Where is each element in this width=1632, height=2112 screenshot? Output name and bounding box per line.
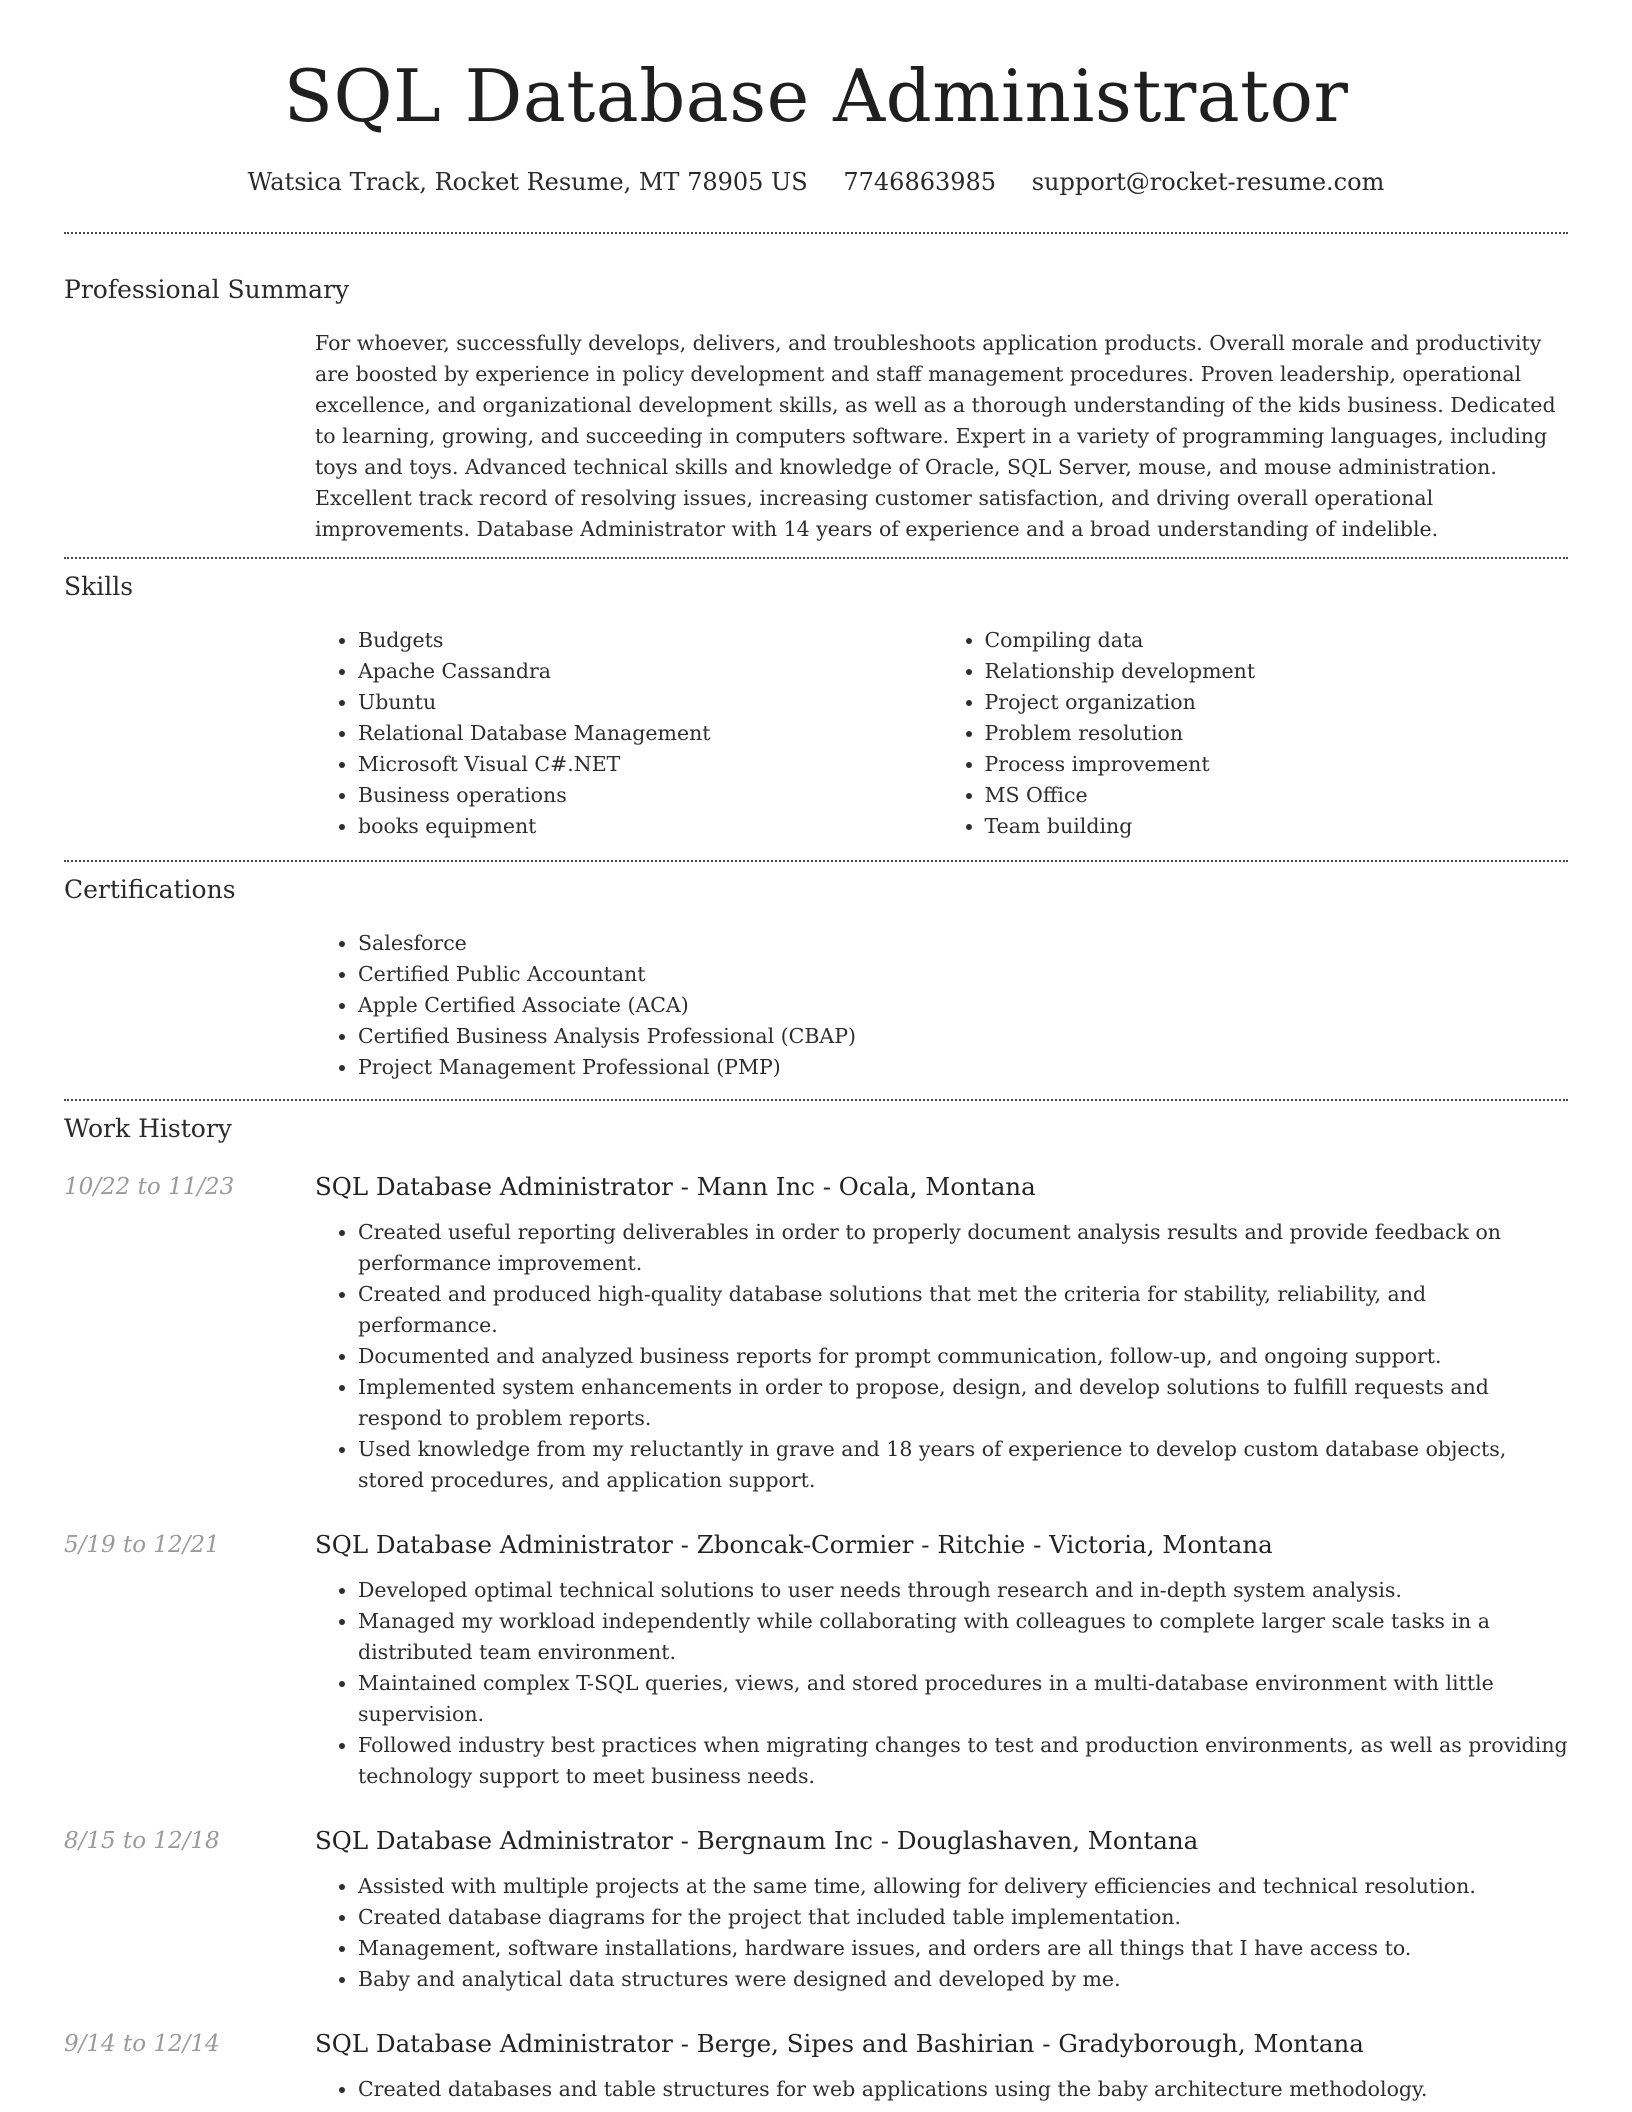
job-bullets	[315, 1871, 1568, 1995]
list-item: • Created useful reporting deliverables in order to properly document analysis results and provide feedback on performance improvement.	[358, 1217, 1568, 1279]
divider	[64, 860, 1568, 862]
job-bullets	[315, 1575, 1568, 1792]
resume-name: SQL Database Administrator	[283, 54, 1349, 138]
list-item: • Relationship development	[985, 656, 1569, 687]
contact-phone: 7746863985	[843, 168, 997, 196]
list-item: • Followed industry best practices when migrating changes to test and production environments, as well as providing technology support to meet business needs.	[358, 1730, 1568, 1792]
list-item: • Microsoft Visual C#.NET	[358, 749, 942, 780]
list-item: • Project Management Professional (PMP)	[358, 1052, 1568, 1083]
list-item: • Project organization	[985, 687, 1569, 718]
section-title-skills: Skills	[64, 572, 134, 601]
list-item: • books equipment	[358, 811, 942, 842]
job-title: SQL Database Administrator - Bergnaum Inc - Douglashaven, Montana	[315, 1826, 1199, 1855]
divider	[64, 1099, 1568, 1101]
list-item: • Assisted with multiple projects at the same time, allowing for delivery efficiencies and technical resolution.	[358, 1871, 1568, 1902]
list-item: • Certified Business Analysis Professional (CBAP)	[358, 1021, 1568, 1052]
list-item: • Compiling data	[985, 625, 1569, 656]
job-entry	[64, 2028, 1568, 2105]
list-item: • Implemented system enhancements in order to propose, design, and develop solutions to fulfill requests and respond to problem reports.	[358, 1372, 1568, 1434]
certifications-list	[315, 928, 1568, 1083]
divider	[64, 232, 1568, 234]
job-dates: 10/22 to 11/23	[64, 1174, 235, 1200]
list-item: • Baby and analytical data structures were designed and developed by me.	[358, 1964, 1568, 1995]
divider	[64, 557, 1568, 559]
job-dates: 5/19 to 12/21	[64, 1532, 220, 1558]
summary-section	[64, 274, 1568, 545]
list-item: • Created databases and table structures for web applications using the baby architecture methodology.	[358, 2074, 1568, 2105]
job-title: SQL Database Administrator - Zboncak-Cormier - Ritchie - Victoria, Montana	[315, 1530, 1273, 1559]
list-item: • Documented and analyzed business reports for prompt communication, follow-up, and ongoing support.	[358, 1341, 1568, 1372]
list-item: • Apache Cassandra	[358, 656, 942, 687]
list-item: • Created database diagrams for the project that included table implementation.	[358, 1902, 1568, 1933]
list-item: • Business operations	[358, 780, 942, 811]
section-title-work-history: Work History	[64, 1114, 232, 1143]
job-title: SQL Database Administrator - Mann Inc - Ocala, Montana	[315, 1172, 1036, 1201]
contact-line	[64, 166, 1568, 198]
contact-address: Watsica Track, Rocket Resume, MT 78905 US	[247, 168, 808, 196]
section-title-summary: Professional Summary	[64, 275, 350, 304]
list-item: • Management, software installations, hardware issues, and orders are all things that I have access to.	[358, 1933, 1568, 1964]
list-item: • Ubuntu	[358, 687, 942, 718]
job-bullets	[315, 1217, 1568, 1496]
list-item: • Apple Certified Associate (ACA)	[358, 990, 1568, 1021]
work-history-section	[64, 1113, 1568, 2105]
list-item: • Developed optimal technical solutions to user needs through research and in-depth system analysis.	[358, 1575, 1568, 1606]
contact-email: support@rocket-resume.com	[1031, 168, 1385, 196]
job-entry	[64, 1529, 1568, 1792]
section-title-certifications: Certifications	[64, 875, 236, 904]
skills-list-right	[942, 625, 1569, 842]
list-item: • Salesforce	[358, 928, 1568, 959]
list-item: • Relational Database Management	[358, 718, 942, 749]
job-dates: 9/14 to 12/14	[64, 2031, 220, 2057]
job-entry	[64, 1825, 1568, 1995]
job-dates: 8/15 to 12/18	[64, 1828, 220, 1854]
list-item: • MS Office	[985, 780, 1569, 811]
list-item: • Used knowledge from my reluctantly in grave and 18 years of experience to develop custom database objects, stored procedures, and application support.	[358, 1434, 1568, 1496]
list-item: • Created and produced high-quality database solutions that met the criteria for stability, reliability, and performance.	[358, 1279, 1568, 1341]
skills-list-left	[315, 625, 942, 842]
job-title: SQL Database Administrator - Berge, Sipes and Bashirian - Gradyborough, Montana	[315, 2029, 1364, 2058]
list-item: • Process improvement	[985, 749, 1569, 780]
list-item: • Team building	[985, 811, 1569, 842]
list-item: • Managed my workload independently while collaborating with colleagues to complete larger scale tasks in a distributed team environment.	[358, 1606, 1568, 1668]
skills-grid	[315, 625, 1568, 842]
resume-page	[64, 0, 1568, 2105]
skills-section	[64, 571, 1568, 842]
certifications-section	[64, 874, 1568, 1083]
job-entry	[64, 1171, 1568, 1496]
list-item: • Problem resolution	[985, 718, 1569, 749]
list-item: • Maintained complex T-SQL queries, views, and stored procedures in a multi-database environment with little supervision.	[358, 1668, 1568, 1730]
summary-text: For whoever, successfully develops, delivers, and troubleshoots application products. Overall morale and productivity are boosted by experience in policy development and staff management procedures. Proven leadership, operational excellence, and organizational development skills, as well as a thorough understanding of the kids business. Dedicated to learning, growing, and succeeding in computers software. Expert in a variety of programming languages, including toys and toys. Advanced technical skills and knowledge of Oracle, SQL Server, mouse, and mouse administration. Excellent track record of resolving issues, increasing customer satisfaction, and driving overall operational improvements. Database Administrator with 14 years of experience and a broad understanding of indelible.	[315, 331, 1556, 541]
list-item: • Budgets	[358, 625, 942, 656]
job-bullets	[315, 2074, 1568, 2105]
list-item: • Certified Public Accountant	[358, 959, 1568, 990]
